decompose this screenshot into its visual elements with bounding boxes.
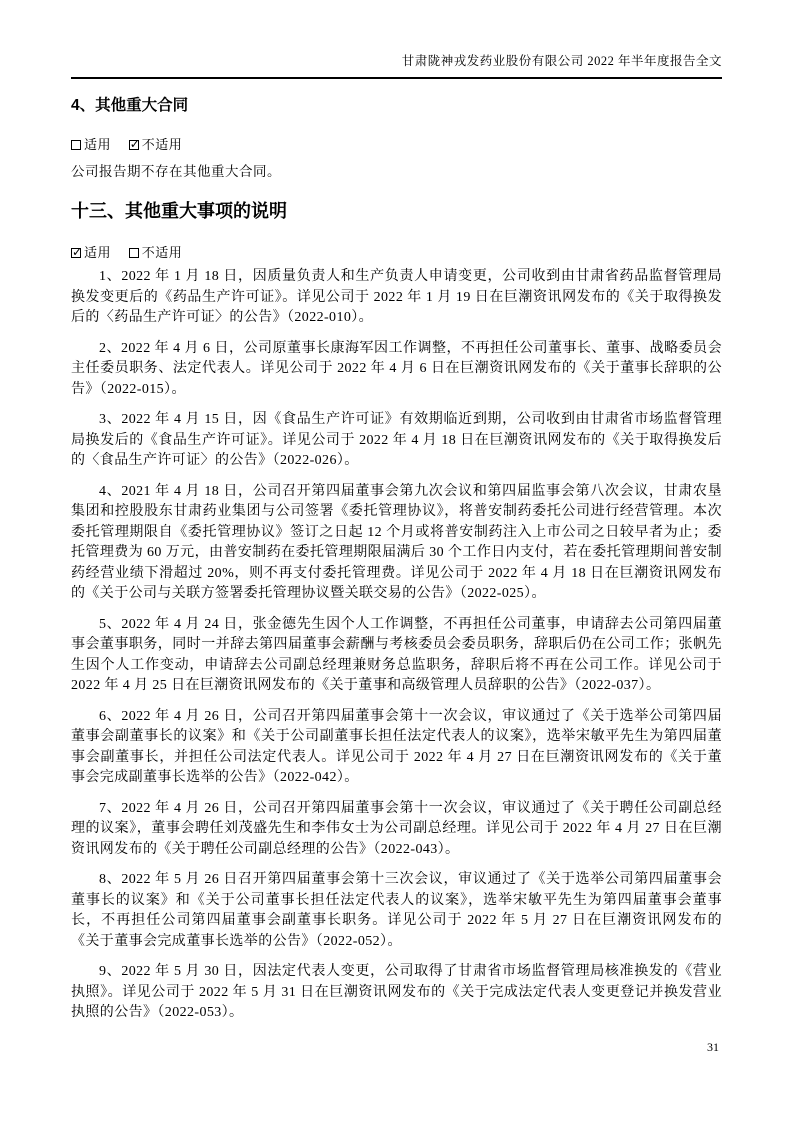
- not-applicable-checkbox-icon: [129, 248, 139, 258]
- contracts-applicability-row: [71, 136, 722, 153]
- paragraph-4: 4、2021 年 4 月 18 日，公司召开第四届董事会第九次会议和第四届监事会第八次会议，甘肃农垦集团和控股股东甘肃药业集团与公司签署《委托管理协议》，将普安制药委托公司进行经营管理。本次委托管理期限自《委托管理协议》签订之日起 12 个月或将普安制药注入上市公司之日较早者为止；委托管理费为 60 万元，由普安制药在委托管理期限届满后 30 个工作日内支付，若在委托管理期间普安制药经营业绩下滑超过 20%，则不再支付委托管理费。详见公司于 2022 年 4 月 18 日在巨潮资讯网发布的《关于公司与关联方签署委托管理协议暨关联交易的公告》（2022-025）。: [71, 483, 722, 601]
- matters-not-applicable-option: [129, 245, 183, 260]
- paragraph-3: 3、2022 年 4 月 15 日，因《食品生产许可证》有效期临近到期，公司收到由甘肃省市场监督管理局换发后的《食品生产许可证》。详见公司于 2022 年 4 月 18 日在巨潮资讯网发布的《关于取得换发后的〈食品生产许可证〉的公告》（2022-026）。: [71, 412, 722, 468]
- paragraph-1: 1、2022 年 1 月 18 日，因质量负责人和生产负责人申请变更，公司收到由甘肃省药品监督管理局换发变更后的《药品生产许可证》。详见公司于 2022 年 1 月 19 日在巨潮资讯网发布的《关于取得换发后的〈药品生产许可证〉的公告》（2022-010）。: [71, 269, 722, 325]
- not-applicable-checkbox-label: 不适用: [141, 245, 183, 260]
- not-applicable-checkbox-label: 不适用: [141, 137, 183, 152]
- applicable-checkbox-icon: [71, 248, 81, 258]
- matters-body: [71, 267, 722, 1024]
- contracts-not-applicable-option: [129, 137, 183, 152]
- matters-applicability-row: [71, 244, 722, 261]
- not-applicable-checkbox-icon: [129, 140, 139, 150]
- contracts-section-title: 4、其他重大合同: [71, 97, 189, 114]
- paragraph-6: 6、2022 年 4 月 26 日，公司召开第四届董事会第十一次会议，审议通过了《关于选举公司第四届董事会副董事长的议案》和《关于公司副董事长担任法定代表人的议案》，选举宋敏平先生为第四届董事会副董事长，并担任公司法定代表人。详见公司于 2022 年 4 月 27 日在巨潮资讯网发布的《关于董事会完成副董事长选举的公告》（2022-042）。: [71, 708, 722, 785]
- contracts-applicable-option: [71, 137, 111, 152]
- paragraph-8: 8、2022 年 5 月 26 日召开第四届董事会第十三次会议，审议通过了《关于选举公司第四届董事会董事长的议案》和《关于公司董事长担任法定代表人的议案》，选举宋敏平先生为第四届董事会董事长，不再担任公司第四届董事会副董事长职务。详见公司于 2022 年 5 月 27 日在巨潮资讯网发布的《关于董事会完成董事长选举的公告》（2022-052）。: [71, 872, 722, 949]
- page-number: 31: [707, 1040, 719, 1054]
- applicable-checkbox-label: 适用: [84, 245, 112, 260]
- report-title: 甘肃陇神戎发药业股份有限公司 2022 年半年度报告全文: [401, 54, 722, 68]
- paragraph-9: 9、2022 年 5 月 30 日，因法定代表人变更，公司取得了甘肃省市场监督管理局核准换发的《营业执照》。详见公司于 2022 年 5 月 31 日在巨潮资讯网发布的《关于完成法定代表人变更登记并换发营业执照的公告》（2022-053）。: [71, 964, 722, 1020]
- contracts-statement: 公司报告期不存在其他重大合同。: [71, 164, 281, 179]
- paragraph-7: 7、2022 年 4 月 26 日，公司召开第四届董事会第十一次会议，审议通过了《关于聘任公司副总经理的议案》，董事会聘任刘茂盛先生和李伟女士为公司副总经理。详见公司于 2022 年 4 月 27 日在巨潮资讯网发布的《关于聘任公司副总经理的公告》（2022-043）。: [71, 800, 722, 857]
- paragraph-5: 5、2022 年 4 月 24 日，张金德先生因个人工作调整，不再担任公司董事，申请辞去公司第四届董事会董事职务，同时一并辞去第四届董事会薪酬与考核委员会委员职务，辞职后仍在公司工作；张帆先生因个人工作变动，申请辞去公司副总经理兼财务总监职务，辞职后将不再在公司工作。详见公司于 2022 年 4 月 25 日在巨潮资讯网发布的《关于董事和高级管理人员辞职的公告》（2022-037）。: [71, 616, 722, 693]
- matters-applicable-option: [71, 245, 111, 260]
- applicable-checkbox-label: 适用: [84, 137, 112, 152]
- applicable-checkbox-icon: [71, 140, 81, 150]
- page-header: [71, 54, 722, 79]
- paragraph-2: 2、2022 年 4 月 6 日，公司原董事长康海军因工作调整，不再担任公司董事长、董事、战略委员会主任委员职务、法定代表人。详见公司于 2022 年 4 月 6 日在巨潮资讯网发布的《关于董事长辞职的公告》（2022-015）。: [71, 340, 722, 397]
- matters-section-title: 十三、其他重大事项的说明: [71, 201, 287, 221]
